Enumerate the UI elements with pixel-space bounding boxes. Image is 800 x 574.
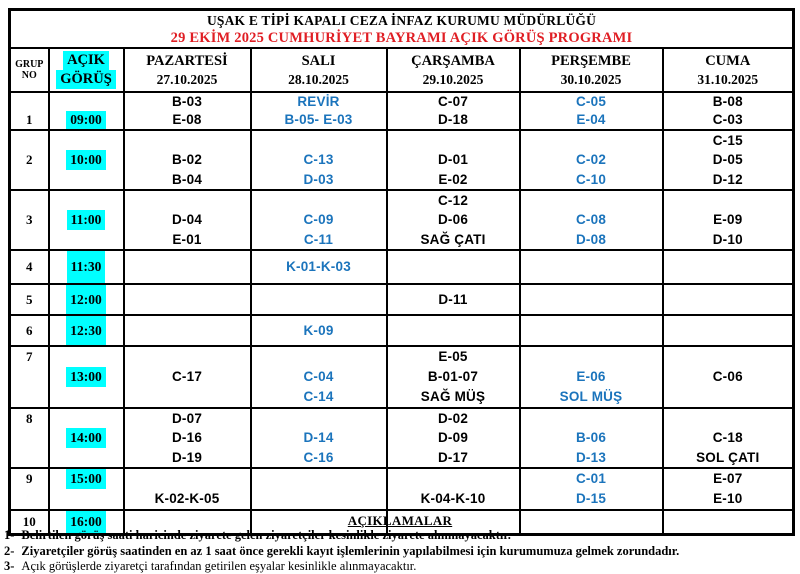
empty-line bbox=[664, 347, 793, 367]
empty-line bbox=[11, 367, 48, 387]
day-date: 30.10.2025 bbox=[560, 72, 622, 87]
cell-line: D-18 bbox=[437, 112, 469, 127]
empty-line bbox=[521, 409, 662, 428]
day-cell bbox=[663, 346, 794, 408]
day-cell bbox=[124, 190, 251, 250]
day-cell bbox=[387, 190, 520, 250]
open-visit-time-cell bbox=[49, 346, 124, 408]
cell-line: C-11 bbox=[303, 231, 334, 247]
empty-line bbox=[11, 448, 48, 467]
note-3-text: Açık görüşlerde ziyaretçi tarafından getirilen eşyalar kesinlikle alınmayacaktır. bbox=[21, 559, 417, 573]
day-header-monday bbox=[124, 48, 251, 92]
day-date: 31.10.2025 bbox=[697, 72, 759, 87]
empty-line bbox=[664, 251, 793, 283]
group-no-cell bbox=[10, 346, 49, 408]
day-cell bbox=[251, 315, 387, 346]
cell-line: D-14 bbox=[303, 430, 334, 446]
cell-line: B-02 bbox=[171, 152, 203, 168]
program-title: 29 EKİM 2025 CUMHURİYET BAYRAMI AÇIK GÖRÜŞ PROGRAMI bbox=[170, 30, 633, 46]
time-value bbox=[50, 428, 123, 447]
day-cell bbox=[663, 250, 794, 284]
day-cell bbox=[387, 315, 520, 346]
institution-title: UŞAK E TİPİ KAPALI CEZA İNFAZ KURUMU MÜDÜRLÜĞÜ bbox=[206, 13, 597, 28]
day-cell bbox=[663, 408, 794, 468]
cell-line: C-04 bbox=[303, 368, 334, 384]
day-cell bbox=[124, 468, 251, 510]
day-cell bbox=[520, 408, 663, 468]
empty-line bbox=[50, 409, 123, 428]
schedule-row bbox=[10, 284, 794, 315]
cell-line: D-17 bbox=[437, 449, 469, 465]
empty-line bbox=[50, 230, 123, 249]
day-cell bbox=[387, 468, 520, 510]
empty-line bbox=[50, 191, 123, 210]
group-no-cell bbox=[10, 315, 49, 346]
title-row bbox=[10, 10, 794, 49]
schedule-row bbox=[10, 92, 794, 130]
day-cell bbox=[124, 284, 251, 315]
time-value bbox=[50, 210, 123, 229]
day-name: CUMA bbox=[705, 53, 751, 69]
cell-line: E-07 bbox=[713, 470, 743, 486]
cell-line: E-08 bbox=[172, 112, 202, 127]
cell-line: E-01 bbox=[172, 231, 202, 247]
empty-line bbox=[252, 347, 386, 367]
open-visit-time-cell bbox=[49, 250, 124, 284]
day-cell bbox=[387, 130, 520, 190]
note-2 bbox=[4, 544, 796, 560]
day-header-thursday bbox=[520, 48, 663, 92]
empty-line bbox=[125, 251, 250, 283]
note-1 bbox=[4, 528, 796, 544]
cell-line: D-06 bbox=[437, 212, 469, 228]
day-cell bbox=[520, 250, 663, 284]
group-no-cell bbox=[10, 250, 49, 284]
time-value bbox=[50, 316, 123, 345]
day-cell bbox=[251, 190, 387, 250]
cell-line: K-01-K-03 bbox=[286, 258, 351, 274]
schedule-row bbox=[10, 346, 794, 408]
empty-line bbox=[11, 428, 48, 447]
explanations-heading: AÇIKLAMALAR bbox=[347, 513, 453, 528]
open-visit-header bbox=[49, 48, 124, 92]
day-cell bbox=[387, 92, 520, 130]
open-visit-time-cell bbox=[49, 190, 124, 250]
cell-line: 6 bbox=[26, 322, 33, 338]
empty-line bbox=[664, 285, 793, 314]
day-cell bbox=[663, 284, 794, 315]
day-date: 27.10.2025 bbox=[156, 72, 218, 87]
cell-line: D-19 bbox=[171, 449, 203, 465]
empty-line bbox=[664, 409, 793, 428]
empty-line bbox=[388, 251, 519, 283]
time-value bbox=[50, 367, 123, 387]
cell-line: D-09 bbox=[437, 430, 469, 446]
cell-line: B-06 bbox=[575, 430, 607, 446]
empty-line bbox=[50, 387, 123, 407]
note-1-number: 1- bbox=[4, 528, 15, 542]
cell-line: D-01 bbox=[437, 152, 469, 168]
day-cell bbox=[387, 408, 520, 468]
cell-line: SOL ÇATI bbox=[696, 449, 760, 465]
time-highlight: 14:00 bbox=[66, 428, 106, 447]
day-cell bbox=[387, 346, 520, 408]
empty-line bbox=[252, 409, 386, 428]
cell-line: C-08 bbox=[575, 212, 607, 228]
cell-line: C-15 bbox=[712, 133, 743, 148]
day-name: ÇARŞAMBA bbox=[411, 53, 495, 69]
cell-line: C-17 bbox=[171, 368, 203, 384]
empty-line bbox=[11, 489, 48, 509]
day-cell bbox=[520, 284, 663, 315]
day-cell bbox=[520, 346, 663, 408]
cell-line: B-05- E-03 bbox=[284, 112, 353, 127]
cell-line: K-04-K-10 bbox=[420, 490, 486, 506]
cell-line: REVİR bbox=[297, 94, 340, 109]
empty-line bbox=[252, 285, 386, 314]
cell-line: 1 bbox=[26, 112, 33, 127]
cell-line: E-02 bbox=[438, 171, 468, 187]
cell-line: C-12 bbox=[437, 192, 469, 208]
group-no-cell bbox=[10, 284, 49, 315]
empty-line bbox=[664, 387, 793, 407]
cell-line: E-05 bbox=[438, 348, 468, 364]
cell-line: D-05 bbox=[712, 152, 743, 168]
empty-line bbox=[664, 316, 793, 345]
cell-line: C-14 bbox=[303, 388, 334, 404]
cell-line: C-06 bbox=[712, 368, 743, 384]
empty-line bbox=[388, 131, 519, 150]
cell-line: 9 bbox=[26, 470, 33, 486]
cell-line: D-10 bbox=[712, 231, 743, 247]
empty-line bbox=[521, 347, 662, 367]
empty-line bbox=[11, 93, 48, 111]
day-cell bbox=[663, 92, 794, 130]
empty-line bbox=[50, 131, 123, 150]
group-no-cell bbox=[10, 130, 49, 190]
cell-line: B-08 bbox=[712, 94, 743, 109]
day-header-tuesday bbox=[251, 48, 387, 92]
group-header-line2: NO bbox=[21, 70, 37, 81]
time-highlight: 12:00 bbox=[66, 285, 106, 314]
empty-line bbox=[252, 191, 386, 210]
cell-line: D-12 bbox=[712, 171, 743, 187]
schedule-head-section bbox=[10, 10, 794, 93]
empty-line bbox=[125, 347, 250, 367]
cell-line: E-04 bbox=[576, 112, 606, 127]
empty-line bbox=[521, 191, 662, 210]
empty-line bbox=[125, 285, 250, 314]
day-cell bbox=[387, 250, 520, 284]
empty-line bbox=[11, 131, 48, 150]
cell-line: 5 bbox=[26, 291, 33, 307]
note-1-text: Belirtilen görüş saati haricinde ziyarete gelen ziyaretçiler kesinlikle ziyarete alınmayacaktır. bbox=[21, 528, 511, 542]
group-no-cell bbox=[10, 92, 49, 130]
day-cell bbox=[520, 468, 663, 510]
time-highlight: 10:00 bbox=[66, 150, 106, 169]
empty-line bbox=[252, 489, 386, 509]
day-date: 29.10.2025 bbox=[422, 72, 484, 87]
day-cell bbox=[520, 190, 663, 250]
open-visit-time-cell bbox=[49, 92, 124, 130]
visit-schedule-table bbox=[8, 8, 795, 536]
group-no-header bbox=[10, 48, 49, 92]
cell-line: D-03 bbox=[303, 171, 334, 187]
day-cell bbox=[387, 284, 520, 315]
cell-line: B-04 bbox=[171, 171, 203, 187]
group-no-cell bbox=[10, 408, 49, 468]
cell-line: 3 bbox=[26, 212, 33, 228]
empty-line bbox=[50, 489, 123, 509]
cell-line: 8 bbox=[26, 410, 33, 426]
day-header-wednesday bbox=[387, 48, 520, 92]
cell-line: D-08 bbox=[575, 231, 607, 247]
day-cell bbox=[663, 130, 794, 190]
cell-line: C-02 bbox=[575, 152, 607, 168]
day-cell bbox=[663, 190, 794, 250]
time-highlight: 11:00 bbox=[67, 210, 106, 229]
note-2-number: 2- bbox=[4, 543, 15, 558]
note-3 bbox=[4, 559, 796, 574]
cell-line: 4 bbox=[26, 258, 33, 274]
schedule-row bbox=[10, 130, 794, 190]
day-name: PAZARTESİ bbox=[146, 53, 228, 69]
cell-line: B-03 bbox=[171, 94, 203, 109]
cell-line: D-07 bbox=[171, 410, 203, 426]
cell-line: K-02-K-05 bbox=[154, 490, 220, 506]
schedule-row bbox=[10, 315, 794, 346]
day-cell bbox=[251, 468, 387, 510]
cell-line: C-03 bbox=[712, 112, 743, 127]
schedule-body bbox=[10, 92, 794, 534]
day-cell bbox=[251, 408, 387, 468]
cell-line: C-05 bbox=[575, 94, 607, 109]
empty-line bbox=[11, 230, 48, 249]
empty-line bbox=[50, 448, 123, 467]
cell-line: K-09 bbox=[303, 322, 334, 338]
day-name: PERŞEMBE bbox=[551, 53, 631, 69]
empty-line bbox=[125, 469, 250, 489]
empty-line bbox=[125, 191, 250, 210]
cell-line: C-09 bbox=[303, 212, 334, 228]
empty-line bbox=[521, 316, 662, 345]
group-header-line1: GRUP bbox=[15, 58, 44, 70]
cell-line: D-11 bbox=[438, 291, 468, 307]
day-name: SALI bbox=[301, 53, 336, 69]
cell-line: SAĞ MÜŞ bbox=[420, 388, 486, 404]
explanations-section bbox=[4, 513, 796, 574]
empty-line bbox=[11, 170, 48, 189]
empty-line bbox=[50, 170, 123, 189]
cell-line: C-01 bbox=[575, 470, 607, 486]
day-cell bbox=[251, 346, 387, 408]
time-highlight: 11:30 bbox=[67, 251, 106, 283]
cell-line: 7 bbox=[26, 348, 33, 364]
time-value bbox=[50, 251, 123, 283]
day-date: 28.10.2025 bbox=[288, 72, 349, 87]
cell-line: 2 bbox=[26, 152, 33, 168]
time-highlight: 12:30 bbox=[66, 316, 106, 345]
day-cell bbox=[520, 92, 663, 130]
open-visit-time-cell bbox=[49, 315, 124, 346]
day-cell bbox=[251, 130, 387, 190]
time-value bbox=[50, 285, 123, 314]
day-cell bbox=[124, 92, 251, 130]
empty-line bbox=[11, 387, 48, 407]
cell-line: D-15 bbox=[575, 490, 607, 506]
open-visit-time-cell bbox=[49, 468, 124, 510]
group-no-cell bbox=[10, 190, 49, 250]
cell-line: SOL MÜŞ bbox=[559, 388, 623, 404]
day-cell bbox=[124, 250, 251, 284]
cell-line: C-16 bbox=[303, 449, 334, 465]
empty-line bbox=[50, 347, 123, 367]
time-highlight: 16:00 bbox=[66, 511, 106, 533]
day-cell bbox=[520, 315, 663, 346]
cell-line: D-02 bbox=[437, 410, 469, 426]
cell-line: E-09 bbox=[713, 212, 743, 228]
note-3-number: 3- bbox=[4, 559, 15, 573]
time-highlight: 13:00 bbox=[66, 367, 106, 387]
empty-line bbox=[125, 131, 250, 150]
cell-line: C-13 bbox=[303, 152, 334, 168]
day-cell bbox=[251, 250, 387, 284]
day-cell bbox=[124, 346, 251, 408]
time-value bbox=[50, 111, 123, 129]
day-header-friday bbox=[663, 48, 794, 92]
cell-line: SAĞ ÇATI bbox=[420, 231, 486, 247]
empty-line bbox=[125, 387, 250, 407]
cell-line: D-13 bbox=[575, 449, 607, 465]
empty-line bbox=[521, 251, 662, 283]
cell-line: C-18 bbox=[712, 430, 743, 446]
open-visit-time-cell bbox=[49, 284, 124, 315]
empty-line bbox=[50, 93, 123, 111]
group-no-cell bbox=[10, 468, 49, 510]
note-2-text: Ziyaretçiler görüş saatinden en az 1 saat önce gerekli kayıt işlemlerinin yapılabilmesi için kurumumuza gelmek zorundadır. bbox=[21, 543, 680, 558]
day-cell bbox=[251, 284, 387, 315]
cell-line: B-01-07 bbox=[427, 368, 479, 384]
day-cell bbox=[251, 92, 387, 130]
empty-line bbox=[521, 285, 662, 314]
day-cell bbox=[124, 315, 251, 346]
open-visit-time-cell bbox=[49, 130, 124, 190]
cell-line: C-07 bbox=[437, 94, 469, 109]
day-cell bbox=[124, 130, 251, 190]
cell-line: D-16 bbox=[171, 430, 203, 446]
cell-line: E-06 bbox=[576, 368, 606, 384]
time-value bbox=[50, 469, 123, 489]
day-cell bbox=[663, 468, 794, 510]
open-visit-time-cell bbox=[49, 408, 124, 468]
schedule-row bbox=[10, 250, 794, 284]
cell-line: E-10 bbox=[713, 490, 743, 506]
empty-line bbox=[521, 131, 662, 150]
empty-line bbox=[125, 316, 250, 345]
cell-line: 10 bbox=[22, 513, 36, 529]
empty-line bbox=[252, 469, 386, 489]
day-cell bbox=[124, 408, 251, 468]
cell-line: C-10 bbox=[575, 171, 607, 187]
schedule-row bbox=[10, 468, 794, 510]
time-value bbox=[50, 150, 123, 169]
cell-line: D-04 bbox=[171, 212, 203, 228]
column-header-row bbox=[10, 48, 794, 92]
open-visit-header-line1: AÇIK bbox=[63, 51, 109, 70]
empty-line bbox=[388, 316, 519, 345]
empty-line bbox=[388, 469, 519, 489]
schedule-row bbox=[10, 408, 794, 468]
schedule-row bbox=[10, 190, 794, 250]
document-title-block bbox=[10, 10, 794, 49]
open-visit-header-line2: GÖRÜŞ bbox=[56, 70, 116, 89]
empty-line bbox=[252, 131, 386, 150]
day-cell bbox=[663, 315, 794, 346]
empty-line bbox=[664, 191, 793, 210]
empty-line bbox=[11, 191, 48, 210]
day-cell bbox=[520, 130, 663, 190]
time-highlight: 09:00 bbox=[66, 111, 106, 129]
time-highlight: 15:00 bbox=[66, 469, 106, 489]
